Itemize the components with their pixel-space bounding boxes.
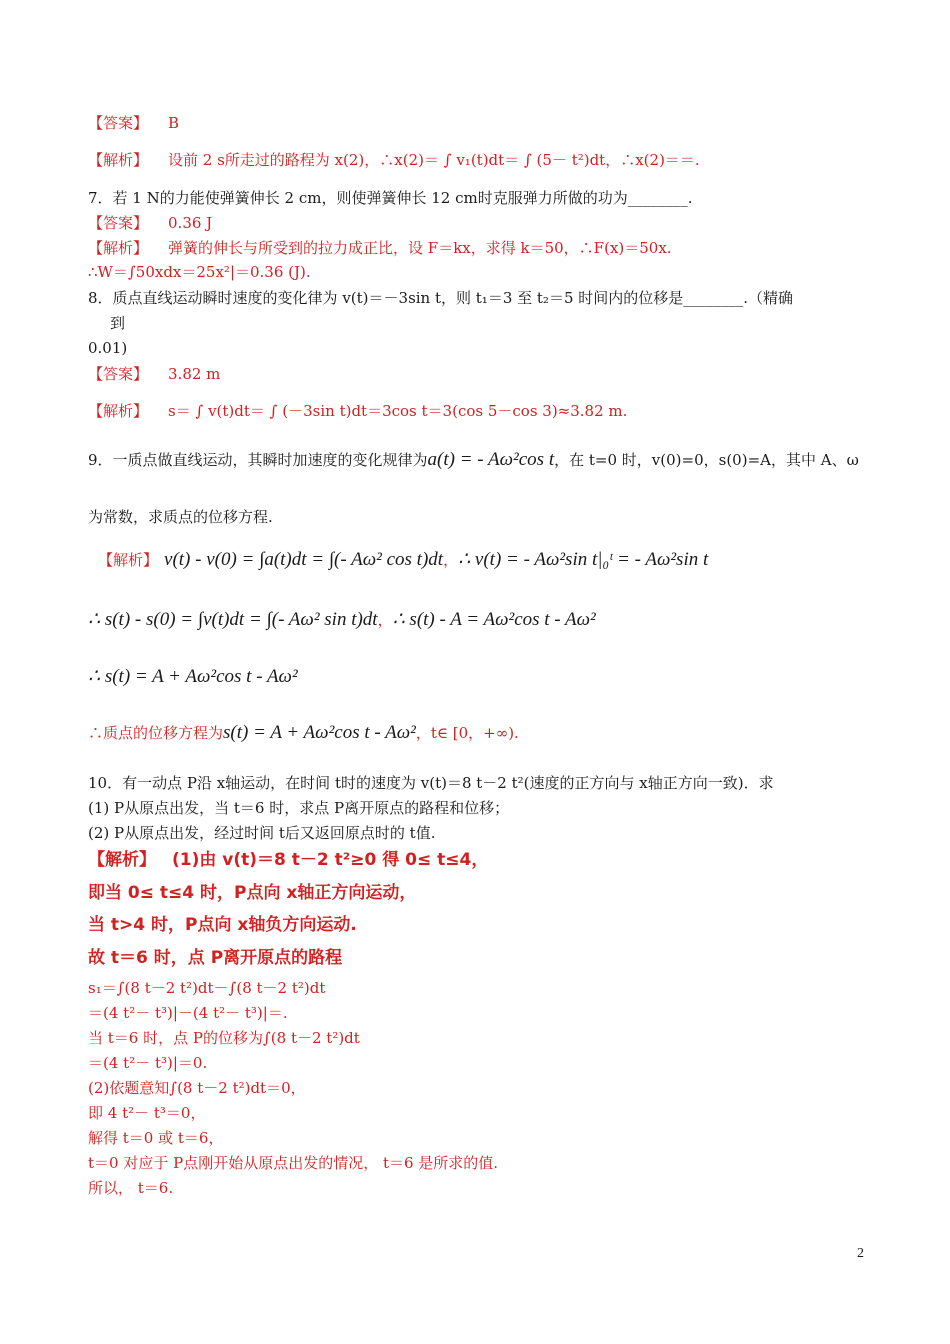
analysis-tag: 【解析】 bbox=[88, 239, 149, 257]
page-number: 2 bbox=[857, 1246, 864, 1261]
q9-step1-line: 【解析】 v(t) - v(0) = ∫a(t)dt = ∫(- Aω² cos t)dt，∴ v(t) = - Aω²sin t|₀ᵗ = - Aω²sin t bbox=[98, 549, 709, 570]
q9-question-2: 为常数，求质点的位移方程. bbox=[88, 508, 273, 526]
answer-value: 0.36 J bbox=[168, 214, 213, 232]
q10-sub2: (2) P从原点出发，经过时间 t后又返回原点时的 t值. bbox=[88, 824, 436, 842]
q9-question bbox=[88, 450, 859, 470]
answer-tag: 【答案】 bbox=[88, 214, 149, 232]
q6-analysis bbox=[88, 150, 700, 170]
q9-conclusion-formula: s(t) = A + Aω²cos t - Aω² bbox=[223, 722, 416, 743]
q10-r6: 即 4 t²－ t³＝0， bbox=[88, 1104, 206, 1122]
answer-tag: 【答案】 bbox=[88, 365, 149, 383]
analysis-tag: 【解析】 bbox=[88, 151, 149, 169]
analysis-tag: 【解析】 bbox=[88, 402, 149, 420]
q10-r1: s₁＝∫(8 t－2 t²)dt－∫(8 t－2 t²)dt bbox=[88, 979, 326, 997]
q7-analysis bbox=[88, 238, 672, 258]
q10-b3: 当 t>4 时，P点向 x轴负方向运动. bbox=[88, 915, 357, 935]
q10-r7: 解得 t＝0 或 t＝6， bbox=[88, 1129, 224, 1147]
q6-answer bbox=[88, 113, 179, 133]
q7-question: 7．若 1 N的力能使弹簧伸长 2 cm，则使弹簧伸长 12 cm时克服弹力所做的功为________. bbox=[88, 189, 693, 207]
analysis-tag: 【解析】 bbox=[88, 850, 156, 870]
q9-conclusion-b: ，t∈ [0，+∞). bbox=[415, 724, 519, 742]
q10-r8: t＝0 对应于 P点刚开始从原点出发的情况， t＝6 是所求的值. bbox=[88, 1154, 499, 1172]
q9-formula-a: a(t) = - Aω²cos t bbox=[427, 449, 555, 470]
q9-step1: v(t) - v(0) = ∫a(t)dt = ∫(- Aω² cos t)dt bbox=[164, 549, 444, 570]
q10-r3: 当 t＝6 时，点 P的位移为∫(8 t－2 t²)dt bbox=[88, 1029, 360, 1047]
q9-conclusion-a: ∴质点的位移方程为 bbox=[88, 724, 224, 742]
q9-step2: ∴ s(t) - s(0) = ∫v(t)dt = ∫(- Aω² sin t)dt bbox=[88, 609, 378, 630]
q9-step3-line bbox=[88, 667, 298, 687]
q10-r2: ＝(4 t²－ t³)|－(4 t²－ t³)|＝. bbox=[88, 1004, 288, 1022]
analysis-text: 弹簧的伸长与所受到的拉力成正比，设 F＝kx，求得 k＝50，∴F(x)＝50x. bbox=[168, 239, 672, 257]
q10-r5: (2)依题意知∫(8 t－2 t²)dt＝0， bbox=[88, 1079, 306, 1097]
analysis-text: s＝ ∫ v(t)dt＝ ∫ (－3sin t)dt＝3cos t＝3(cos 5－cos 3)≈3.82 m. bbox=[168, 402, 628, 420]
q10-question: 10．有一动点 P沿 x轴运动，在时间 t时的速度为 v(t)＝8 t－2 t²(速度的正方向与 x轴正方向一致)．求 bbox=[88, 774, 774, 792]
answer-value: B bbox=[168, 114, 180, 132]
q8-question: 8．质点直线运动瞬时速度的变化律为 v(t)＝－3sin t，则 t₁＝3 至 t₂＝5 时间内的位移是________.（精确 bbox=[88, 289, 794, 307]
q8-analysis bbox=[88, 401, 627, 421]
q10-b1: (1)由 v(t)＝8 t－2 t²≥0 得 0≤ t≤4， bbox=[172, 850, 489, 870]
q10-sub1: (1) P从原点出发，当 t＝6 时，求点 P离开原点的路程和位移； bbox=[88, 799, 510, 817]
q7-answer bbox=[88, 213, 212, 233]
q10-r4: ＝(4 t²－ t³)|＝0. bbox=[88, 1054, 208, 1072]
q9-question-a: 9．一质点做直线运动，其瞬时加速度的变化规律为 bbox=[88, 451, 428, 469]
q10-b4: 故 t＝6 时，点 P离开原点的路程 bbox=[88, 948, 343, 968]
analysis-tag: 【解析】 bbox=[98, 551, 159, 569]
q9-step1b: ∴ v(t) = - Aω²sin t|₀ᵗ = - Aω²sin t bbox=[458, 549, 709, 570]
q8-question-3: 0.01) bbox=[88, 339, 128, 357]
q9-step3: ∴ s(t) = A + Aω²cos t - Aω² bbox=[88, 666, 298, 687]
q9-step2b: ∴ s(t) - A = Aω²cos t - Aω² bbox=[392, 609, 596, 630]
answer-value: 3.82 m bbox=[168, 365, 221, 383]
q9-conclusion bbox=[88, 723, 519, 743]
answer-tag: 【答案】 bbox=[88, 114, 149, 132]
q9-question-b: ，在 t=0 时，v(0)=0，s(0)=A，其中 A、ω bbox=[554, 451, 859, 469]
q10-r9: 所以， t＝6. bbox=[88, 1179, 174, 1197]
q8-question-2: 到 bbox=[110, 314, 126, 332]
q8-answer bbox=[88, 364, 220, 384]
q10-bold-1 bbox=[88, 850, 488, 870]
q7-analysis-2: ∴W＝∫50xdx＝25x²|＝0.36 (J). bbox=[88, 263, 311, 281]
analysis-text: 设前 2 s所走过的路程为 x(2)，∴x(2)＝ ∫ v₁(t)dt＝ ∫ (5－ t²)dt，∴x(2)＝＝. bbox=[168, 151, 700, 169]
q9-step2-line: ∴ s(t) - s(0) = ∫v(t)dt = ∫(- Aω² sin t)dt，∴ s(t) - A = Aω²cos t - Aω² bbox=[88, 609, 596, 630]
q10-b2: 即当 0≤ t≤4 时，P点向 x轴正方向运动， bbox=[88, 883, 417, 903]
